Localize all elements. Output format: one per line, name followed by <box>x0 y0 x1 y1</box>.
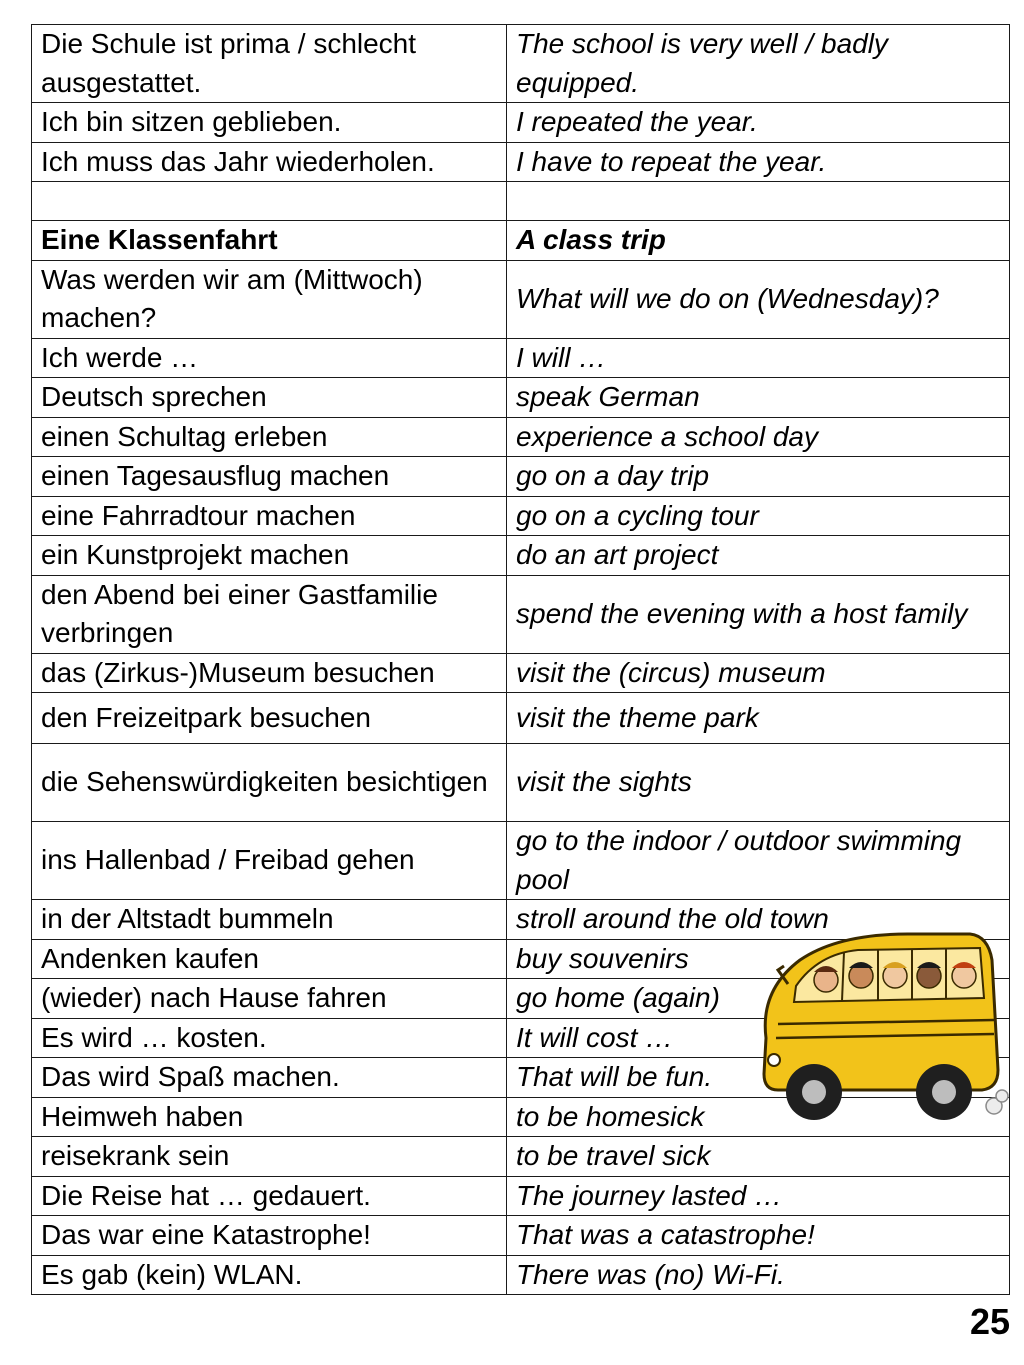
english-translation: visit the (circus) museum <box>507 653 1010 693</box>
table-row <box>32 25 1010 103</box>
german-phrase: Ich muss das Jahr wiederholen. <box>32 142 507 182</box>
table-row <box>32 693 1010 744</box>
german-phrase: ins Hallenbad / Freibad gehen <box>32 822 507 900</box>
english-translation: go to the indoor / outdoor swimming pool <box>507 822 1010 900</box>
table-row <box>32 457 1010 497</box>
table-row <box>32 1137 1010 1177</box>
german-phrase: den Abend bei einer Gastfamilie verbringen <box>32 575 507 653</box>
english-translation: stroll around the old town <box>507 900 1010 940</box>
english-translation: That was a catastrophe! <box>507 1216 1010 1256</box>
english-translation: It will cost … <box>507 1018 1010 1058</box>
german-phrase: Deutsch sprechen <box>32 378 507 418</box>
english-translation: experience a school day <box>507 417 1010 457</box>
german-phrase: in der Altstadt bummeln <box>32 900 507 940</box>
english-translation: spend the evening with a host family <box>507 575 1010 653</box>
english-translation: to be homesick <box>507 1097 1010 1137</box>
english-translation: I will … <box>507 338 1010 378</box>
english-translation: buy souvenirs <box>507 939 1010 979</box>
english-translation: go on a day trip <box>507 457 1010 497</box>
table-row <box>32 1176 1010 1216</box>
english-translation: go home (again) <box>507 979 1010 1019</box>
school-bus-icon <box>748 920 1010 1132</box>
table-row <box>32 575 1010 653</box>
german-phrase: Das war eine Katastrophe! <box>32 1216 507 1256</box>
table-row <box>32 417 1010 457</box>
german-phrase: reisekrank sein <box>32 1137 507 1177</box>
german-phrase: Eine Klassenfahrt <box>32 221 507 261</box>
english-translation: to be travel sick <box>507 1137 1010 1177</box>
english-translation: I repeated the year. <box>507 103 1010 143</box>
english-translation: The school is very well / badly equipped. <box>507 25 1010 103</box>
german-phrase: Heimweh haben <box>32 1097 507 1137</box>
table-row <box>32 378 1010 418</box>
table-row <box>32 653 1010 693</box>
section-heading-row <box>32 221 1010 261</box>
english-translation <box>507 182 1010 221</box>
table-row <box>32 338 1010 378</box>
english-translation: There was (no) Wi-Fi. <box>507 1255 1010 1295</box>
exhaust-cloud <box>986 1090 1008 1114</box>
english-translation: The journey lasted … <box>507 1176 1010 1216</box>
english-translation: What will we do on (Wednesday)? <box>507 260 1010 338</box>
table-row <box>32 536 1010 576</box>
german-phrase: Die Schule ist prima / schlecht ausgestattet. <box>32 25 507 103</box>
table-row <box>32 744 1010 822</box>
english-translation: do an art project <box>507 536 1010 576</box>
german-phrase <box>32 182 507 221</box>
english-translation: speak German <box>507 378 1010 418</box>
german-phrase: Das wird Spaß machen. <box>32 1058 507 1098</box>
german-phrase: (wieder) nach Hause fahren <box>32 979 507 1019</box>
german-phrase: Andenken kaufen <box>32 939 507 979</box>
german-phrase: Es gab (kein) WLAN. <box>32 1255 507 1295</box>
german-phrase: Es wird … kosten. <box>32 1018 507 1058</box>
page-number: 25 <box>969 1301 1010 1342</box>
table-row <box>32 496 1010 536</box>
table-row <box>32 822 1010 900</box>
german-phrase: den Freizeitpark besuchen <box>32 693 507 744</box>
table-row <box>32 1255 1010 1295</box>
german-phrase: ein Kunstprojekt machen <box>32 536 507 576</box>
english-translation: visit the theme park <box>507 693 1010 744</box>
german-phrase: die Sehenswürdigkeiten besichtigen <box>32 744 507 822</box>
german-phrase: einen Schultag erleben <box>32 417 507 457</box>
english-translation: visit the sights <box>507 744 1010 822</box>
german-phrase: Ich werde … <box>32 338 507 378</box>
german-phrase: einen Tagesausflug machen <box>32 457 507 497</box>
german-phrase: eine Fahrradtour machen <box>32 496 507 536</box>
english-translation: go on a cycling tour <box>507 496 1010 536</box>
english-translation: A class trip <box>507 221 1010 261</box>
german-phrase: das (Zirkus-)Museum besuchen <box>32 653 507 693</box>
table-row <box>32 260 1010 338</box>
german-phrase: Die Reise hat … gedauert. <box>32 1176 507 1216</box>
table-row <box>32 142 1010 182</box>
english-translation: I have to repeat the year. <box>507 142 1010 182</box>
german-phrase: Ich bin sitzen geblieben. <box>32 103 507 143</box>
german-phrase: Was werden wir am (Mittwoch) machen? <box>32 260 507 338</box>
table-row <box>32 103 1010 143</box>
blank-row <box>32 182 1010 221</box>
table-row <box>32 1216 1010 1256</box>
english-translation: That will be fun. <box>507 1058 1010 1098</box>
